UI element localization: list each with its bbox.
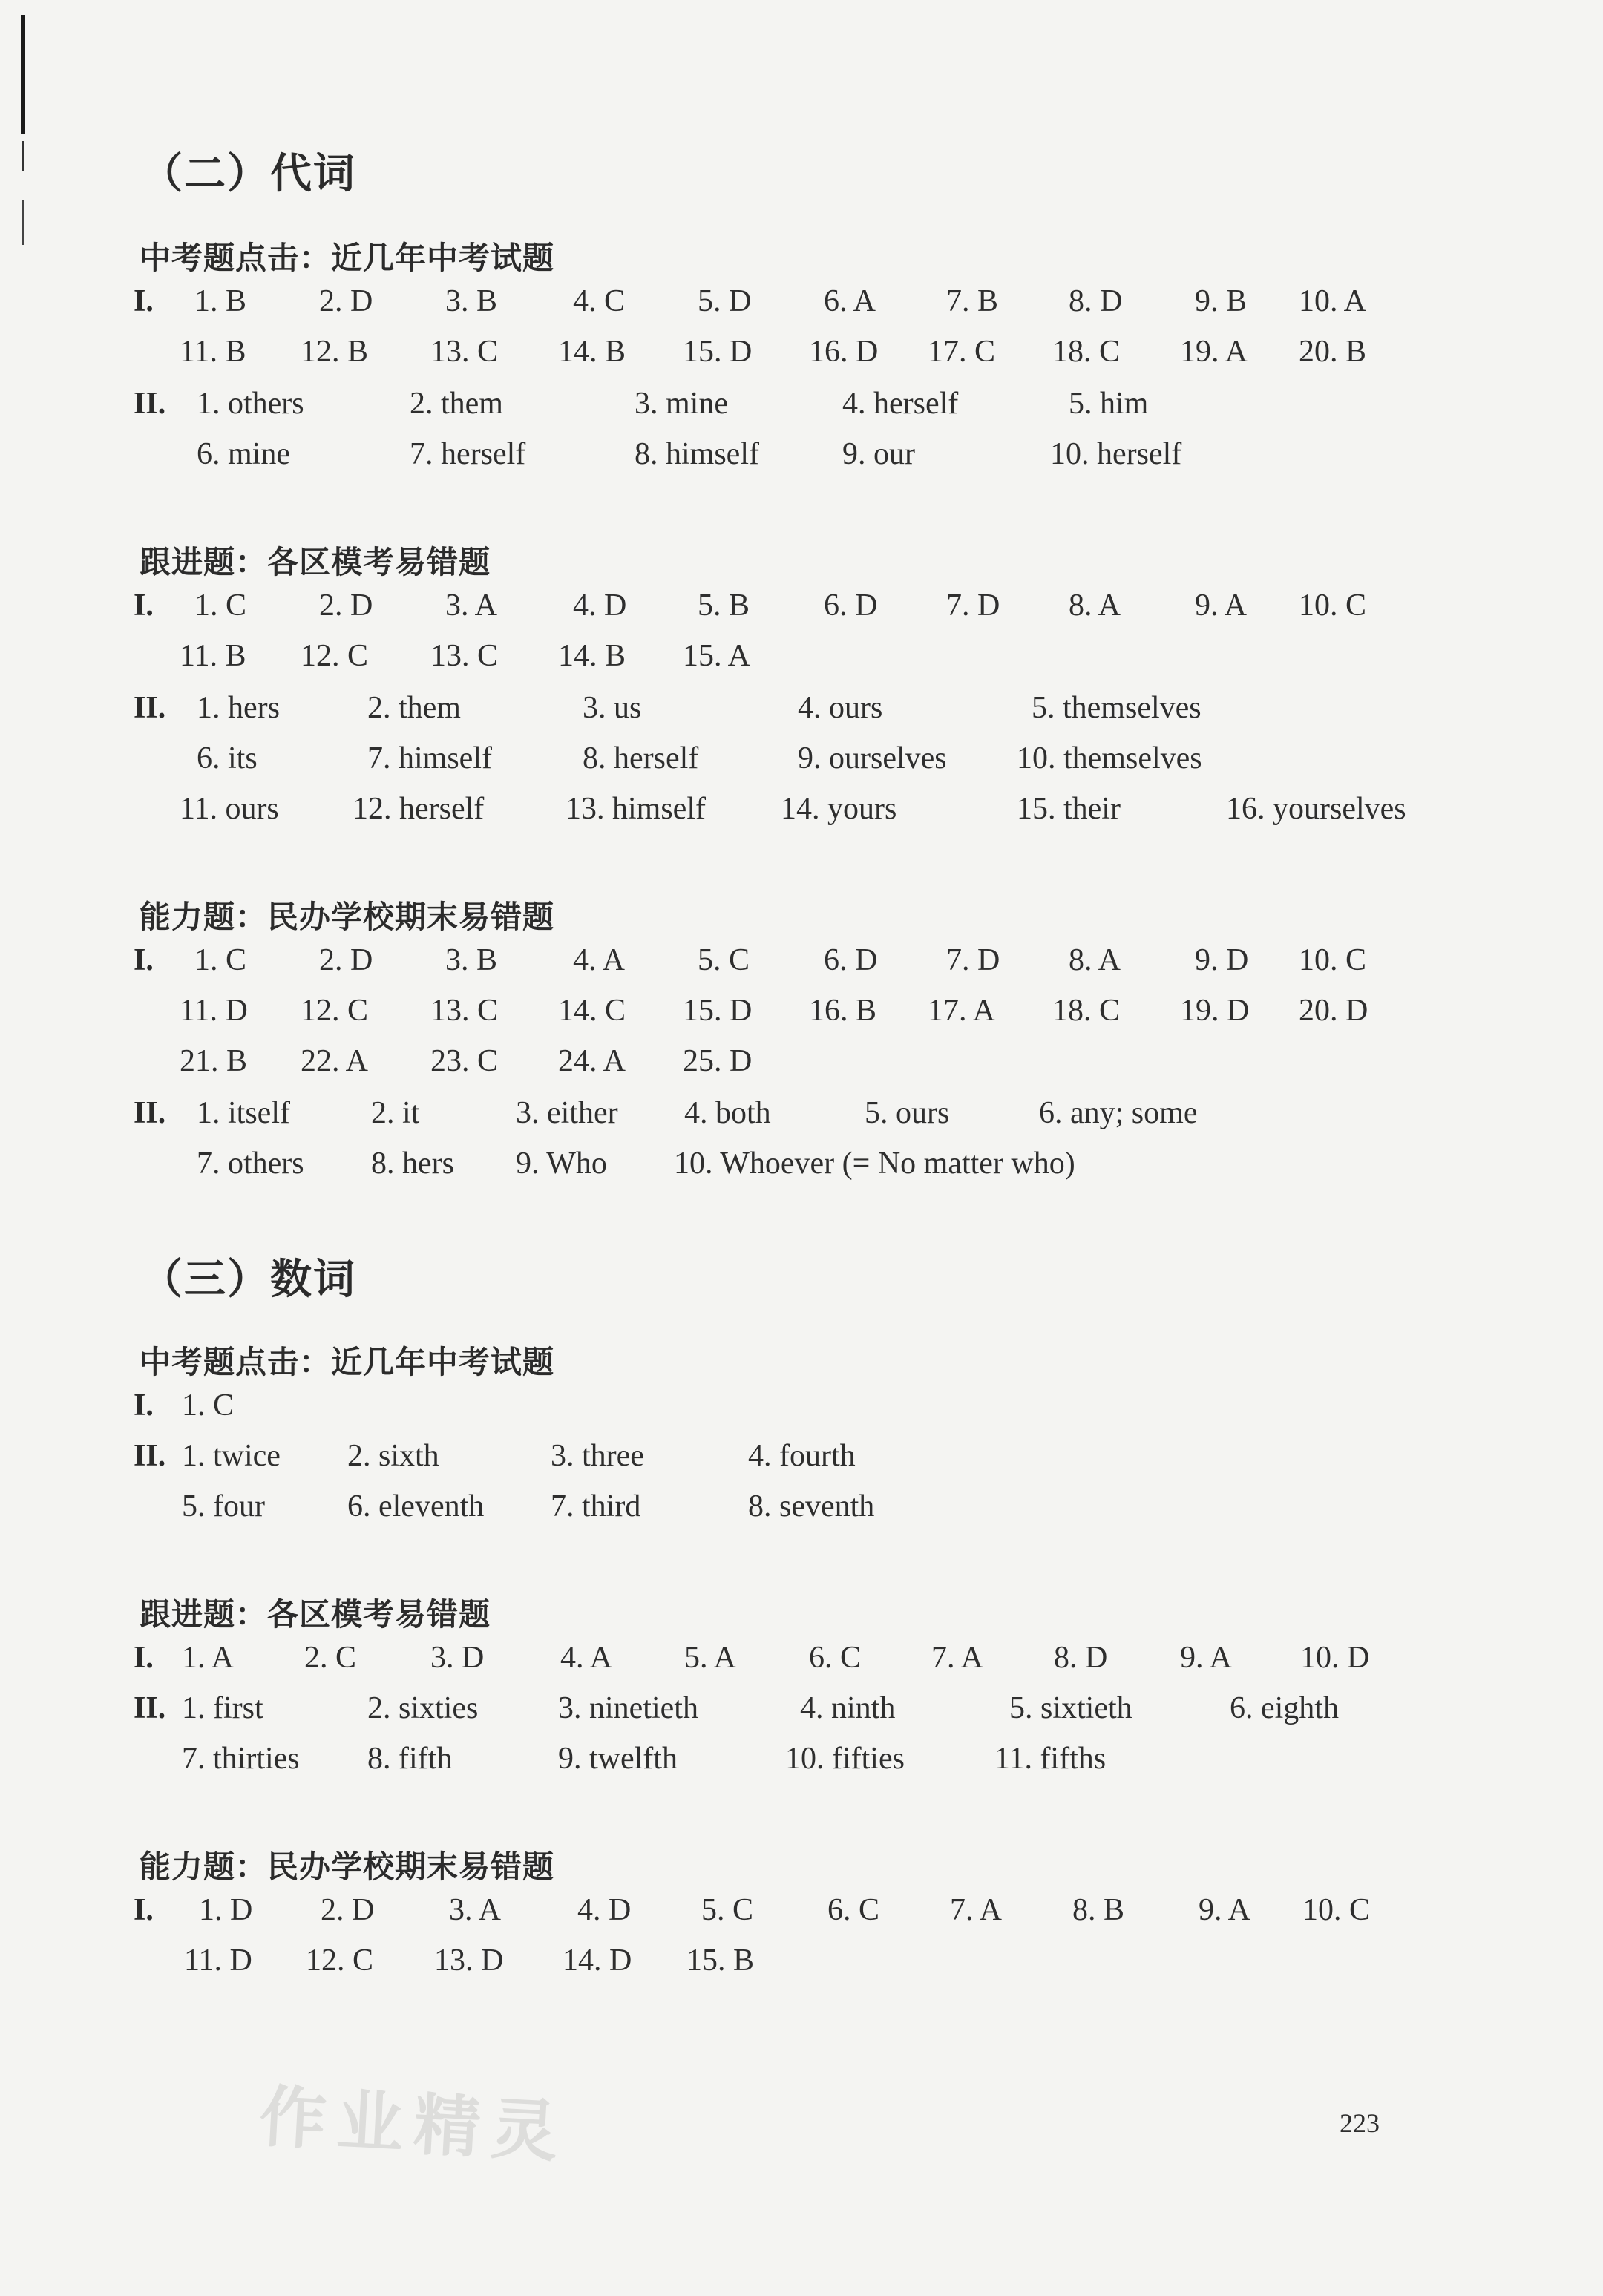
answer-item: 6. C — [809, 1641, 862, 1675]
answer-item: 10. fifties — [785, 1742, 905, 1776]
answer-item: 8. B — [1072, 1893, 1125, 1927]
answer-item: 8. himself — [635, 437, 759, 471]
answer-item: 5. B — [698, 588, 750, 623]
answer-item: 2. them — [410, 387, 503, 421]
answer-item: 6. mine — [197, 437, 290, 471]
answer-item: 4. both — [684, 1096, 771, 1130]
answer-item: 10. themselves — [1017, 741, 1202, 775]
answer-item: 7. D — [946, 588, 1000, 623]
answer-item: 1. hers — [197, 691, 280, 725]
answer-item: 13. D — [434, 1944, 504, 1978]
answer-item: 9. A — [1195, 588, 1248, 623]
answer-item: 10. C — [1299, 588, 1367, 623]
answer-item: 1. C — [182, 1388, 235, 1423]
answer-item: 18. C — [1052, 994, 1121, 1028]
answer-item: 4. A — [573, 943, 626, 977]
answer-item: 4. C — [573, 284, 626, 318]
answer-item: 4. ours — [798, 691, 883, 725]
answer-item: 5. D — [698, 284, 752, 318]
answer-item: 1. others — [197, 387, 304, 421]
answer-item: 17. A — [928, 994, 996, 1028]
answer-item: 3. B — [445, 943, 498, 977]
part-label: I. — [134, 1388, 154, 1423]
answer-item: 19. D — [1180, 994, 1250, 1028]
answer-item: 12. C — [306, 1944, 374, 1978]
answer-item: 13. C — [430, 335, 499, 369]
answer-item: 25. D — [683, 1044, 753, 1078]
answer-item: 3. B — [445, 284, 498, 318]
answer-item: 7. third — [551, 1489, 641, 1523]
answer-item: 17. C — [928, 335, 996, 369]
answer-item: 11. B — [180, 335, 246, 369]
page-number: 223 — [1340, 2108, 1380, 2138]
answer-item: 8. D — [1054, 1641, 1108, 1675]
answer-item: 14. B — [558, 335, 626, 369]
answer-item: 9. D — [1195, 943, 1249, 977]
answer-item: 9. A — [1199, 1893, 1251, 1927]
answer-item: 4. herself — [842, 387, 959, 421]
answer-item: 21. B — [180, 1044, 248, 1078]
answer-item: 5. sixtieth — [1009, 1691, 1132, 1725]
group-heading: 中考题点击：近几年中考试题 — [140, 240, 555, 276]
answer-item: 2. them — [367, 691, 461, 725]
answer-item: 15. D — [683, 335, 753, 369]
answer-item: 11. ours — [180, 792, 279, 826]
answer-item: 10. D — [1300, 1641, 1370, 1675]
answer-item: 8. fifth — [367, 1742, 453, 1776]
answer-item: 9. ourselves — [798, 741, 947, 775]
answer-item: 3. A — [445, 588, 498, 623]
answer-item: 7. others — [197, 1147, 304, 1181]
part-label: I. — [134, 1893, 154, 1927]
answer-item: 2. sixth — [347, 1439, 439, 1473]
answer-item: 10. Whoever (= No matter who) — [674, 1147, 1075, 1181]
answer-item: 8. A — [1069, 588, 1121, 623]
answer-item: 23. C — [430, 1044, 499, 1078]
answer-item: 6. C — [827, 1893, 880, 1927]
answer-item: 4. D — [577, 1893, 632, 1927]
answer-item: 2. C — [304, 1641, 357, 1675]
answer-item: 7. himself — [367, 741, 492, 775]
answer-item: 1. C — [194, 943, 247, 977]
answer-item: 2. D — [319, 943, 373, 977]
answer-item: 14. B — [558, 639, 626, 673]
answer-item: 14. D — [563, 1944, 632, 1978]
answer-item: 11. fifths — [994, 1742, 1107, 1776]
part-label: II. — [134, 387, 166, 421]
answer-item: 7. B — [946, 284, 999, 318]
answer-item: 3. three — [551, 1439, 644, 1473]
answer-item: 6. any; some — [1039, 1096, 1198, 1130]
answer-item: 12. B — [301, 335, 369, 369]
answer-item: 6. eighth — [1230, 1691, 1339, 1725]
answer-item: 7. thirties — [182, 1742, 300, 1776]
answer-item: 11. B — [180, 639, 246, 673]
answer-item: 4. D — [573, 588, 627, 623]
answer-item: 9. twelfth — [558, 1742, 678, 1776]
part-label: I. — [134, 588, 154, 623]
answer-item: 11. D — [180, 994, 248, 1028]
answer-item: 1. first — [182, 1691, 263, 1725]
group-heading: 中考题点击：近几年中考试题 — [140, 1344, 555, 1380]
answer-item: 5. him — [1069, 387, 1149, 421]
answer-item: 8. D — [1069, 284, 1123, 318]
answer-item: 16. B — [809, 994, 877, 1028]
answer-item: 5. A — [684, 1641, 737, 1675]
answer-item: 5. themselves — [1032, 691, 1202, 725]
group-heading: 能力题：民办学校期末易错题 — [140, 899, 555, 935]
answer-item: 19. A — [1180, 335, 1248, 369]
watermark-logo: 作业精灵 — [258, 2078, 571, 2172]
answer-item: 6. eleventh — [347, 1489, 485, 1523]
answer-item: 8. herself — [583, 741, 699, 775]
answer-item: 20. B — [1299, 335, 1367, 369]
group-heading: 跟进题：各区模考易错题 — [140, 1596, 491, 1633]
answer-item: 3. mine — [635, 387, 728, 421]
answer-item: 2. D — [319, 284, 373, 318]
answer-item: 13. C — [430, 994, 499, 1028]
answer-item: 5. C — [701, 1893, 754, 1927]
answer-item: 7. D — [946, 943, 1000, 977]
answer-item: 12. herself — [353, 792, 485, 826]
answer-item: 22. A — [301, 1044, 369, 1078]
answer-item: 6. its — [197, 741, 258, 775]
answer-item: 8. A — [1069, 943, 1121, 977]
answer-item: 9. A — [1180, 1641, 1233, 1675]
part-label: II. — [134, 691, 166, 725]
answer-item: 8. hers — [371, 1147, 454, 1181]
answer-item: 6. A — [824, 284, 876, 318]
answer-item: 13. C — [430, 639, 499, 673]
answer-item: 12. C — [301, 639, 369, 673]
answer-item: 20. D — [1299, 994, 1368, 1028]
answer-item: 7. A — [931, 1641, 984, 1675]
answer-item: 3. either — [516, 1096, 618, 1130]
answer-item: 4. ninth — [800, 1691, 896, 1725]
answer-item: 6. D — [824, 943, 878, 977]
answer-item: 14. yours — [781, 792, 897, 826]
answer-item: 1. twice — [182, 1439, 281, 1473]
answer-item: 1. B — [194, 284, 247, 318]
answer-item: 11. D — [184, 1944, 252, 1978]
answer-item: 16. D — [809, 335, 879, 369]
answer-item: 2. D — [319, 588, 373, 623]
group-heading: 能力题：民办学校期末易错题 — [140, 1849, 555, 1885]
answer-item: 9. Who — [516, 1147, 607, 1181]
answer-item: 2. D — [321, 1893, 375, 1927]
answer-item: 9. B — [1195, 284, 1248, 318]
answer-item: 2. it — [371, 1096, 420, 1130]
section-title-numerals: （三）数词 — [141, 1256, 356, 1304]
answer-item: 3. A — [449, 1893, 502, 1927]
answer-item: 2. sixties — [367, 1691, 479, 1725]
answer-item: 7. herself — [410, 437, 526, 471]
answer-item: 9. our — [842, 437, 915, 471]
answer-item: 7. A — [950, 1893, 1003, 1927]
answer-item: 12. C — [301, 994, 369, 1028]
group-heading: 跟进题：各区模考易错题 — [140, 544, 491, 580]
answer-item: 3. ninetieth — [558, 1691, 698, 1725]
answer-item: 5. ours — [865, 1096, 950, 1130]
answer-item: 10. herself — [1050, 437, 1182, 471]
answer-item: 15. their — [1017, 792, 1121, 826]
answer-item: 8. seventh — [748, 1489, 875, 1523]
answer-item: 6. D — [824, 588, 878, 623]
answer-item: 3. D — [430, 1641, 485, 1675]
answer-item: 1. C — [194, 588, 247, 623]
answer-item: 4. fourth — [748, 1439, 856, 1473]
part-label: I. — [134, 1641, 154, 1675]
part-label: II. — [134, 1096, 166, 1130]
answer-item: 1. A — [182, 1641, 235, 1675]
answer-item: 4. A — [560, 1641, 613, 1675]
part-label: I. — [134, 284, 154, 318]
answer-item: 18. C — [1052, 335, 1121, 369]
answer-item: 13. himself — [566, 792, 706, 826]
answer-item: 14. C — [558, 994, 626, 1028]
answer-item: 16. yourselves — [1226, 792, 1406, 826]
answer-item: 5. C — [698, 943, 750, 977]
answer-item: 15. B — [686, 1944, 755, 1978]
answer-item: 5. four — [182, 1489, 265, 1523]
part-label: I. — [134, 943, 154, 977]
binding-edge — [21, 15, 27, 237]
answer-item: 1. D — [199, 1893, 253, 1927]
answer-item: 15. D — [683, 994, 753, 1028]
section-title-pronouns: （二）代词 — [141, 150, 356, 198]
answer-item: 10. C — [1299, 943, 1367, 977]
answer-item: 3. us — [583, 691, 642, 725]
part-label: II. — [134, 1691, 166, 1725]
answer-item: 10. C — [1302, 1893, 1371, 1927]
answer-item: 24. A — [558, 1044, 626, 1078]
answer-item: 1. itself — [197, 1096, 290, 1130]
part-label: II. — [134, 1439, 166, 1473]
answer-item: 10. A — [1299, 284, 1367, 318]
answer-item: 15. A — [683, 639, 751, 673]
